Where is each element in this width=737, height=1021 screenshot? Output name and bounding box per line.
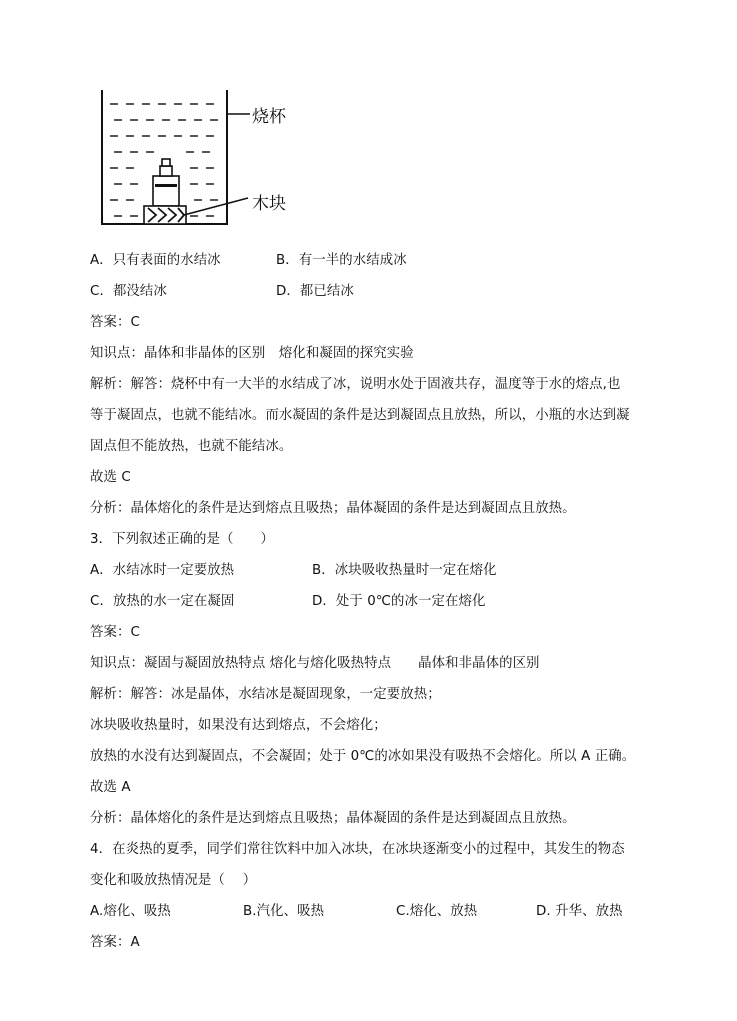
q3-option-c: C．放热的水一定在凝固 <box>90 594 235 609</box>
beaker-label: 烧杯 <box>252 107 286 127</box>
q2-analysis-line-1: 解析：解答：烧杯中有一大半的水结成了冰，说明水处于固液共存，温度等于水的熔点,也 <box>90 377 621 392</box>
q4-option-c: C.熔化、放热 <box>396 904 478 919</box>
q3-conclusion: 故选 A <box>90 780 131 795</box>
q2-answer: 答案：C <box>90 315 140 330</box>
q3-analysis-line-3: 放热的水没有达到凝固点，不会凝固；处于 0℃的冰如果没有吸热不会熔化。所以 A 正确。 <box>90 749 636 764</box>
q3-options-row-2 <box>90 586 700 617</box>
q2-knowledge: 知识点：晶体和非晶体的区别 熔化和凝固的探究实验 <box>90 346 414 361</box>
block-label: 木块 <box>252 194 286 214</box>
q3-answer: 答案：C <box>90 625 140 640</box>
q3-analysis-line-1: 解析：解答：冰是晶体，水结冰是凝固现象，一定要放热； <box>90 687 441 702</box>
q3-summary: 分析：晶体熔化的条件是达到熔点且吸热；晶体凝固的条件是达到凝固点且放热。 <box>90 811 576 826</box>
q2-options-row-2 <box>90 276 700 307</box>
q3-analysis-line-2: 冰块吸收热量时，如果没有达到熔点，不会熔化； <box>90 718 387 733</box>
q3-option-b: B．冰块吸收热量时一定在熔化 <box>312 563 497 578</box>
q4-answer: 答案：A <box>90 935 140 950</box>
q2-conclusion: 故选 C <box>90 470 131 485</box>
q4-option-d: D. 升华、放热 <box>536 904 623 919</box>
q3-stem: 3．下列叙述正确的是（ ） <box>90 532 274 547</box>
beaker-drawing <box>92 84 322 234</box>
q2-option-a: A．只有表面的水结冰 <box>90 253 221 268</box>
q4-options-row <box>90 896 700 927</box>
q2-option-b: B．有一半的水结成冰 <box>276 253 407 268</box>
q4-option-b: B.汽化、吸热 <box>243 904 325 919</box>
q4-stem-line-1: 4．在炎热的夏季，同学们常往饮料中加入冰块，在冰块逐渐变小的过程中，其发生的物态 <box>90 842 625 857</box>
q3-options-row-1 <box>90 555 700 586</box>
q2-option-d: D．都已结冰 <box>276 284 354 299</box>
q2-analysis-line-3: 固点但不能放热，也就不能结冰。 <box>90 439 293 454</box>
q2-options-row-1 <box>90 245 700 276</box>
q3-knowledge: 知识点：凝固与凝固放热特点 熔化与熔化吸热特点 晶体和非晶体的区别 <box>90 656 540 671</box>
q2-analysis-line-2: 等于凝固点，也就不能结冰。而水凝固的条件是达到凝固点且放热，所以，小瓶的水达到凝 <box>90 408 630 423</box>
q2-summary: 分析：晶体熔化的条件是达到熔点且吸热；晶体凝固的条件是达到凝固点且放热。 <box>90 501 576 516</box>
q3-option-d: D．处于 0℃的冰一定在熔化 <box>312 594 486 609</box>
q4-option-a: A.熔化、吸热 <box>90 904 171 919</box>
q4-stem-line-2: 变化和吸放热情况是（ ） <box>90 873 257 888</box>
wood-block <box>144 206 186 224</box>
document-body <box>90 245 700 958</box>
q2-option-c: C．都没结冰 <box>90 284 167 299</box>
beaker-diagram <box>92 84 322 234</box>
q3-option-a: A．水结冰时一定要放热 <box>90 563 235 578</box>
small-bottle <box>153 159 179 206</box>
